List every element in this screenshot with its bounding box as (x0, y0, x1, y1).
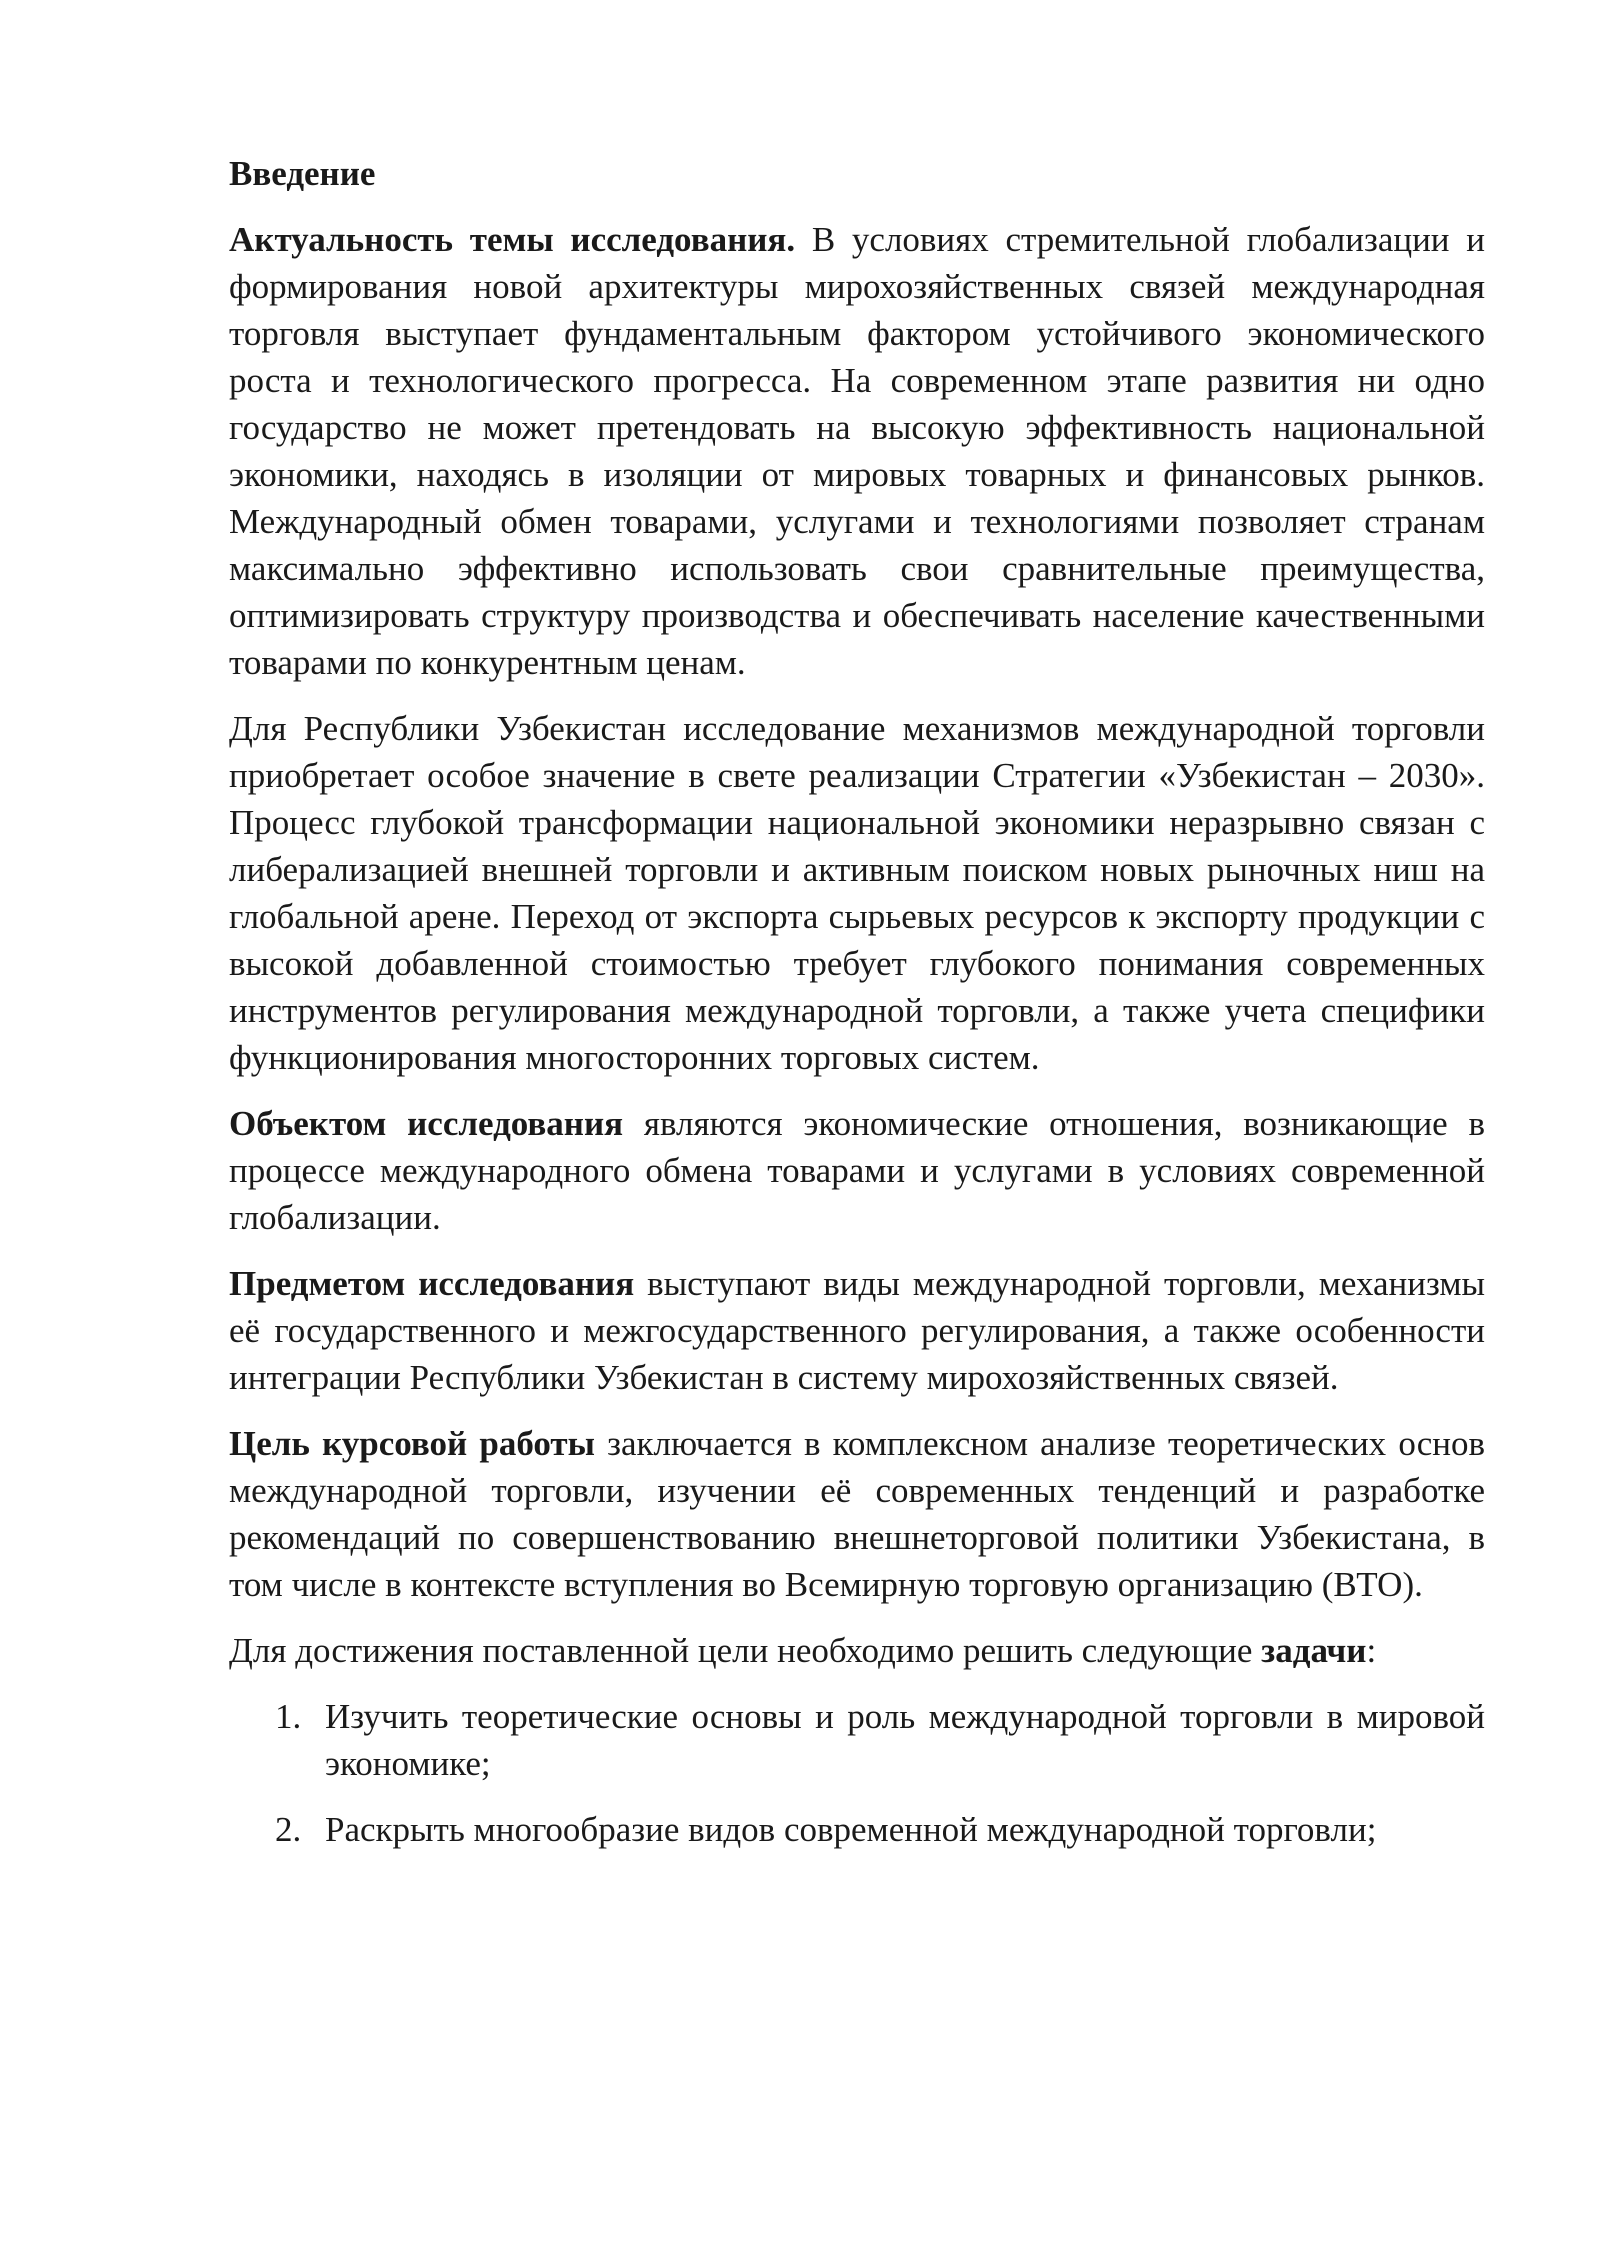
list-item (229, 1693, 1485, 1787)
subject-lead: Предметом исследования (229, 1264, 635, 1303)
subject-paragraph (229, 1260, 1485, 1401)
object-text: являются экономические отношения, возникающие в процессе международного обмена товарами и услугами в условиях современной глобализации. (229, 1104, 1485, 1237)
object-lead: Объектом исследования (229, 1104, 624, 1143)
tasks-list (229, 1693, 1485, 1853)
relevance-paragraph (229, 216, 1485, 686)
goal-text: заключается в комплексном анализе теоретических основ международной торговли, изучении её современных тенденций и разработке рекомендаций по совершенствованию внешнеторговой политики Узбекистана, в том числе в контексте вступления во Всемирную торговую организацию (ВТО). (229, 1424, 1486, 1604)
relevance-text: В условиях стремительной глобализации и формирования новой архитектуры мирохозяйственных связей международная торговля выступает фундаментальным фактором устойчивого экономического роста и технологического прогресса. На современном этапе развития ни одно государство не может претендовать на высокую эффективность национальной экономики, находясь в изоляции от мировых товарных и финансовых рынков. Международный обмен товарами, услугами и технологиями позволяет странам максимально эффективно использовать свои сравнительные преимущества, оптимизировать структуру производства и обеспечивать население качественными товарами по конкурентным ценам. (229, 220, 1485, 682)
goal-paragraph (229, 1420, 1485, 1608)
uzbekistan-paragraph: Для Республики Узбекистан исследование механизмов международной торговли приобретает особое значение в свете реализации Стратегии «Узбекистан – 2030». Процесс глубокой трансформации национальной экономики неразрывно связан с либерализацией внешней торговли и активным поиском новых рыночных ниш на глобальной арене. Переход от экспорта сырьевых ресурсов к экспорту продукции с высокой добавленной стоимостью требует глубокого понимания современных инструментов регулирования международной торговли, а также учета специфики функционирования многосторонних торговых систем. (229, 709, 1485, 1077)
tasks-intro-paragraph (229, 1627, 1485, 1674)
object-paragraph (229, 1100, 1485, 1241)
list-item-text: Изучить теоретические основы и роль международной торговли в мировой экономике; (325, 1697, 1485, 1783)
list-item-number: 1. (275, 1697, 302, 1736)
tasks-intro-bold: задачи (1261, 1631, 1367, 1670)
document-page (229, 150, 1485, 1872)
list-item-number: 2. (275, 1810, 302, 1849)
goal-lead: Цель курсовой работы (229, 1424, 595, 1463)
relevance-lead: Актуальность темы исследования. (229, 220, 796, 259)
page-title: Введение (229, 154, 376, 193)
list-item-text: Раскрыть многообразие видов современной международной торговли; (325, 1810, 1377, 1849)
tasks-intro-colon: : (1366, 1631, 1377, 1670)
tasks-intro-text: Для достижения поставленной цели необходимо решить следующие (229, 1631, 1262, 1670)
list-item (229, 1806, 1485, 1853)
subject-text: выступают виды международной торговли, механизмы её государственного и межгосударственного регулирования, а также особенности интеграции Республики Узбекистан в систему мирохозяйственных связей. (229, 1264, 1486, 1397)
